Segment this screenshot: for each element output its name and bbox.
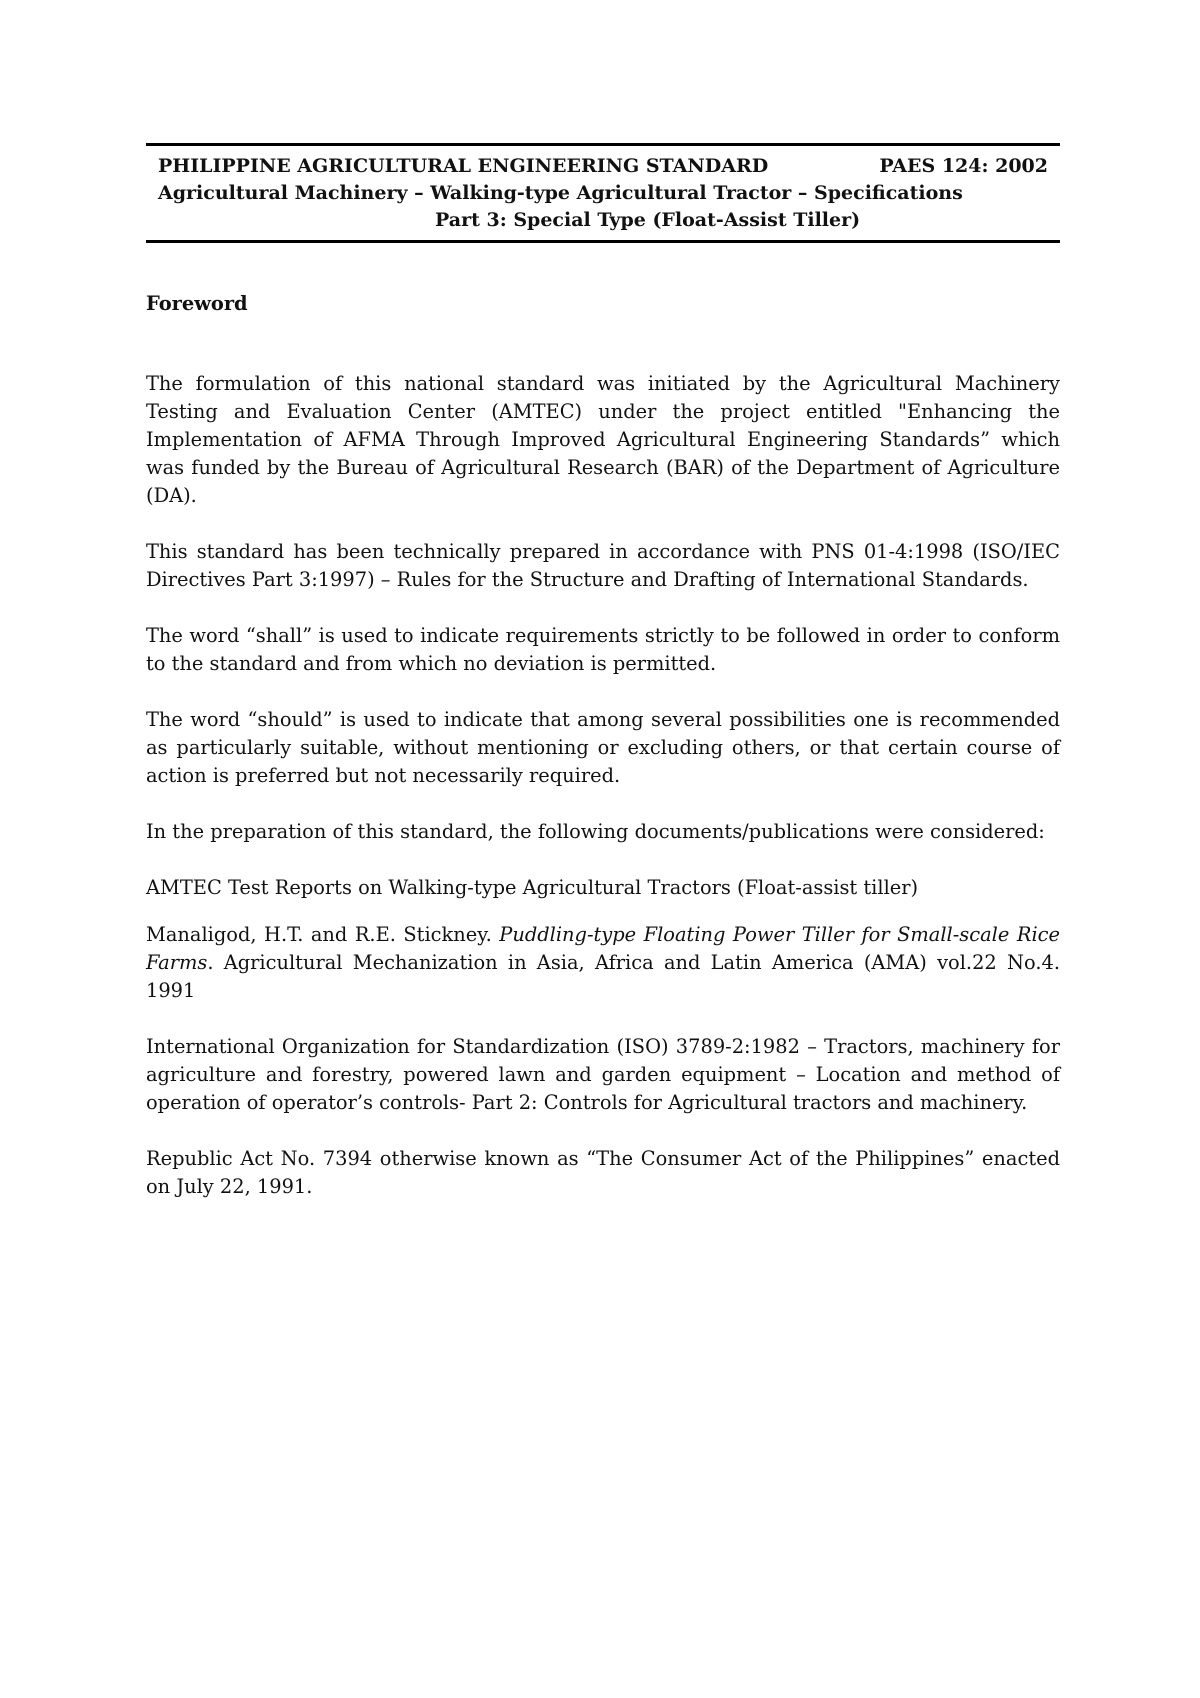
foreword-section: [146, 290, 1060, 1201]
reference-2: [146, 921, 1060, 1005]
reference-2-authors: Manaligod, H.T. and R.E. Stickney.: [146, 923, 500, 946]
foreword-paragraph-1: The formulation of this national standard was initiated by the Agricultural Machinery Testing and Evaluation Center (AMTEC) under the project entitled "Enhancing the Implementation of AFMA Through Improved Agricultural Engineering Standards” which was funded by the Bureau of Agricultural Research (BAR) of the Department of Agriculture (DA).: [146, 372, 1060, 507]
reference-4: Republic Act No. 7394 otherwise known as “The Consumer Act of the Philippines” enacted on July 22, 1991.: [146, 1147, 1060, 1198]
foreword-paragraph-2: This standard has been technically prepared in accordance with PNS 01-4:1998 (ISO/IEC Directives Part 3:1997) – Rules for the Structure and Drafting of International Standards.: [146, 540, 1060, 591]
reference-1: AMTEC Test Reports on Walking-type Agricultural Tractors (Float-assist tiller): [146, 876, 919, 899]
header-bottom-rule: [146, 240, 1060, 243]
header-top-rule: [146, 143, 1060, 146]
standard-title: Agricultural Machinery – Walking-type Agricultural Tractor – Specifications: [158, 182, 963, 204]
header-row-standard: [146, 153, 1060, 180]
foreword-paragraph-4: The word “should” is used to indicate that among several possibilities one is recommended as particularly suitable, without mentioning or excluding others, or that certain course of action is preferred but not necessarily required.: [146, 708, 1060, 787]
standard-code: PAES 124: 2002: [879, 155, 1048, 177]
reference-2-source: . Agricultural Mechanization in Asia, Africa and Latin America (AMA) vol.22 No.4. 1991: [146, 951, 1060, 1002]
foreword-paragraph-3: The word “shall” is used to indicate requirements strictly to be followed in order to conform to the standard and from which no deviation is permitted.: [146, 624, 1060, 675]
standard-header: [146, 143, 1060, 243]
standard-part: Part 3: Special Type (Float-Assist Tiller): [435, 209, 861, 231]
reference-2-title: Puddling-type Floating Power Tiller for Small-scale Rice Farms: [146, 923, 1060, 974]
standard-name: PHILIPPINE AGRICULTURAL ENGINEERING STANDARD: [158, 155, 769, 177]
foreword-heading: Foreword: [146, 292, 248, 315]
foreword-paragraph-5: In the preparation of this standard, the following documents/publications were considered:: [146, 820, 1045, 843]
reference-3: International Organization for Standardization (ISO) 3789-2:1982 – Tractors, machinery for agriculture and forestry, powered lawn and garden equipment – Location and method of operation of operator’s controls- Part 2: Controls for Agricultural tractors and machinery.: [146, 1035, 1060, 1114]
